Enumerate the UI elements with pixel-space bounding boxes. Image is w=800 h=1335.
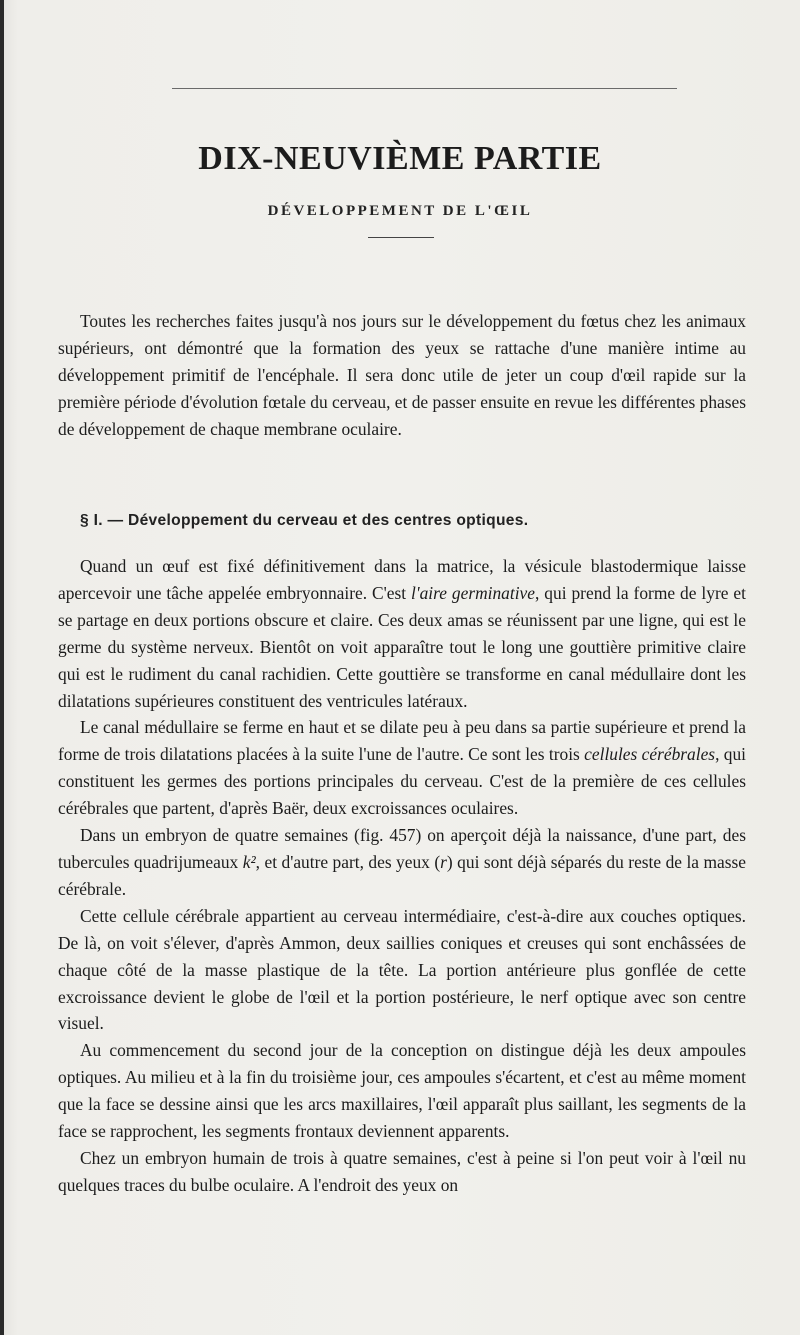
paragraph-4: Cette cellule cérébrale appartient au cerveau intermédiaire, c'est-à-dire aux couches optiques. De là, on voit s'élever, d'après Ammon, deux saillies coniques et creuses qui sont enchâssées de chaque côté de la masse plastique de la tête. La portion antérieure plus gonflée de cette excroissance devient le globe de l'œil et la portion postérieure, le nerf optique avec son centre visuel. bbox=[58, 905, 746, 1034]
paragraph-3 bbox=[58, 822, 746, 903]
paragraph-3-text-a: Dans un embryon de quatre semaines (fig. 457) on aperçoit déjà la naissance, d'une part, des tubercules quadrijumeaux bbox=[58, 825, 746, 872]
paragraph-2-text-a: Le canal médullaire se ferme en haut et se dilate peu à peu dans sa partie supérieure et prend la forme de trois dilatations placées à la suite l'une de l'autre. Ce sont les trois bbox=[58, 717, 746, 765]
paragraph-3-text-c: ) qui sont déjà séparés du reste de la masse cérébrale. bbox=[58, 851, 746, 899]
page-binding-edge bbox=[0, 0, 4, 1335]
paragraph-1-text-b: , qui prend la forme de lyre et se partage en deux portions obscure et claire. Ces deux amas se réunissent par une ligne, qui est le germe du système nerveux. Bientôt on voit apparaître tout le long une gouttière primitive claire qui est le rudiment du canal rachidien. Cette gouttière se transforme en canal médullaire dont les dilatations supérieures constituent des ventricules latéraux. bbox=[58, 582, 746, 711]
paragraph-3-symbol-r: r bbox=[440, 851, 447, 872]
paragraph-3-text-b: , et d'autre part, des yeux ( bbox=[255, 851, 441, 872]
paragraph-2-text-b: , qui constituent les germes des portions principales du cerveau. C'est de la première de ces cellules cérébrales que partent, d'après Baër, deux excroissances oculaires. bbox=[58, 744, 746, 819]
paragraph-1-italic: l'aire germinative bbox=[411, 582, 535, 603]
section-heading: § I. — Développement du cerveau et des centres optiques. bbox=[80, 512, 529, 529]
paragraph-1-text-a: Quand un œuf est fixé définitivement dans la matrice, la vésicule blastodermique laisse apercevoir une tâche appelée embryonnaire. C'est bbox=[58, 556, 746, 603]
paragraph-3-symbol-k: k² bbox=[242, 851, 256, 872]
paragraph-6: Chez un embryon humain de trois à quatre semaines, c'est à peine si l'on peut voir à l'œil nu quelques traces du bulbe oculaire. A l'endroit des yeux on bbox=[58, 1147, 746, 1195]
part-subtitle: DÉVELOPPEMENT DE L'ŒIL bbox=[267, 203, 533, 219]
part-title: DIX-NEUVIÈME PARTIE bbox=[198, 140, 602, 177]
subtitle-rule bbox=[368, 237, 434, 238]
section-body bbox=[58, 553, 746, 1199]
paragraph-1 bbox=[58, 553, 746, 714]
paragraph-2-italic: cellules cérébrales bbox=[584, 744, 716, 765]
intro-block bbox=[58, 308, 746, 443]
paragraph-5: Au commencement du second jour de la conception on distingue déjà les deux ampoules optiques. Au milieu et à la fin du troisième jour, ces ampoules s'écartent, et c'est au même moment que la face se dessine ainsi que les arcs maxillaires, l'œil apparaît plus saillant, les segments de la face se rapprochent, les segments frontaux deviennent apparents. bbox=[58, 1040, 746, 1142]
intro-paragraph: Toutes les recherches faites jusqu'à nos jours sur le développement du fœtus chez les animaux supérieurs, ont démontré que la formation des yeux se rattache d'une manière intime au développement primitif de l'encéphale. Il sera donc utile de jeter un coup d'œil rapide sur la première période d'évolution fœtale du cerveau, et de passer ensuite en revue les différentes phases de développement de chaque membrane oculaire. bbox=[58, 311, 747, 439]
header-rule bbox=[172, 88, 677, 89]
paragraph-2 bbox=[58, 714, 746, 822]
